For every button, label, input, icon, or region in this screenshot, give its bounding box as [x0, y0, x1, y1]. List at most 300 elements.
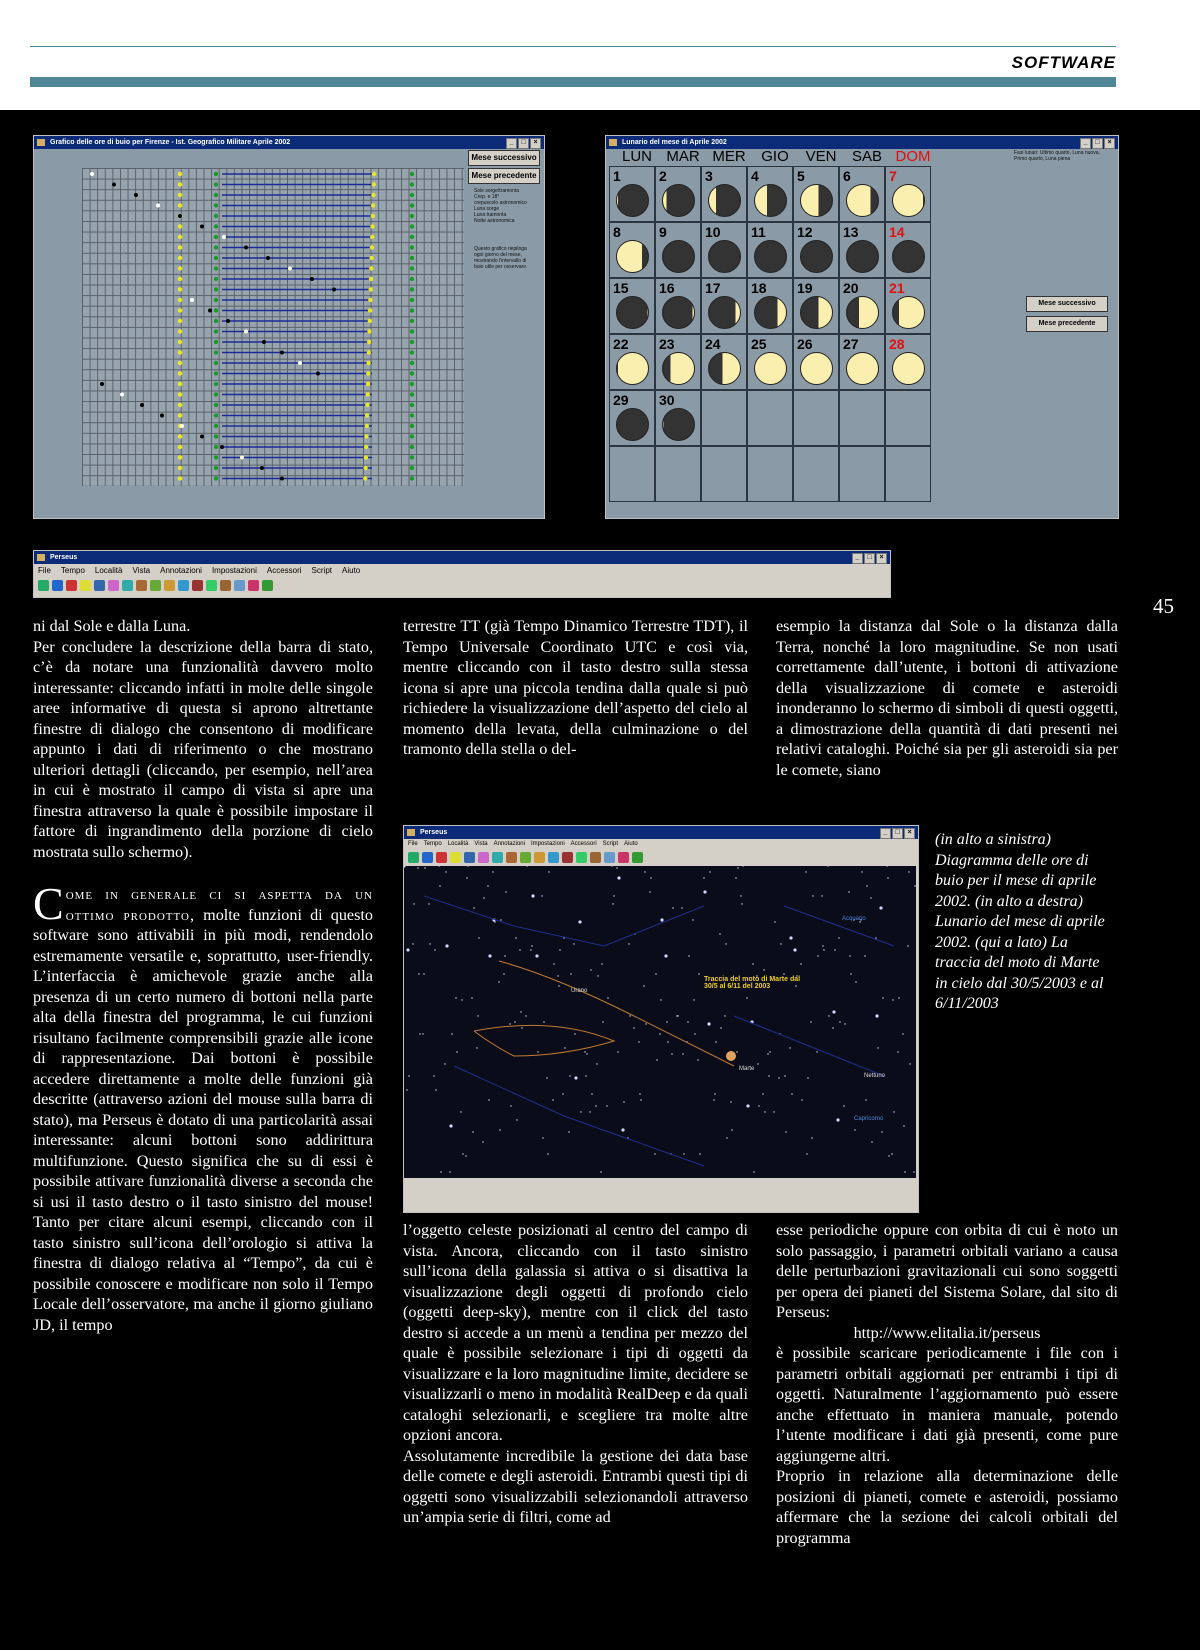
star — [866, 885, 867, 886]
twilight-marker — [410, 403, 414, 407]
toolbar-button-icon[interactable] — [164, 580, 175, 591]
twilight-marker — [178, 287, 182, 291]
twilight-marker — [370, 235, 374, 239]
star — [584, 1051, 585, 1052]
star — [449, 1124, 452, 1127]
calendar-cell — [655, 166, 701, 222]
drop-cap: C — [33, 878, 64, 929]
star — [839, 1021, 840, 1022]
calendar-cell — [839, 334, 885, 390]
paragraph-body: molte funzioni di questo software sono attivabili in più modi, rendendolo estremamente versatile e, soprattutto, user-friendly. L’interfaccia è amichevole grazie anche alla presenza di un certo numero di bottoni nella parte alta della finestra del programma, le cui funzioni risultano facilmente comprensibili grazie alle icone di rappresentazione. Dai bottoni è possibile accedere direttamente a molte delle funzioni già descritte (attraverso azioni del mouse sulla barra di stato), ma Perseus è dotato di una particolarità assai interessante: alcuni bottoni sono addirittura multifunzione. Questo significa che su di essi è possibile attivare funzionalità diverse a seconda che si usi il tasto destro o il tasto sinistro del mouse! Tanto per citare alcuni esempi, cliccando con il tasto sinistro sull’icona dell’orologio si attiva la finestra di dialogo relativa al “Tempo”, da cui è possibile conoscere e modificare non solo il Tempo Locale dell’osservatore, ma anche il giorno giuliano JD, il tempo — [33, 905, 373, 1334]
day-number: 24 — [705, 336, 721, 352]
star — [764, 1111, 765, 1112]
toolbar-button-icon[interactable] — [80, 580, 91, 591]
star — [473, 907, 474, 908]
figure-caption: (in alto a sinistra) Diagramma delle ore di buio per il mese di aprile 2002. (in alto a destra) Lunario del mese di aprile 2002. (qui a lato) La traccia del moto di Marte in cielo dal 30/5/2003 e al 6/11/2003 — [935, 831, 1105, 1012]
twilight-marker — [372, 182, 376, 186]
moon-marker — [120, 393, 124, 397]
paragraph: esempio la distanza dal Sole o la distanza dalla Terra, nonché la loro magnitudine. Se non usati correttamente dall’utente, i bottoni di attivazione della visualizzazione di comete e asteroidi inonderanno lo schermo di simboli di questi oggetti, a dimostrazione della quantità di dati presenti nei relativi cataloghi. Poiché sia per gli asteroidi sia per le comete, siano — [776, 617, 1118, 779]
day-number: 12 — [797, 224, 813, 240]
twilight-marker — [410, 329, 414, 333]
star — [709, 871, 710, 872]
menu-item[interactable]: File — [408, 841, 418, 847]
toolbar-button-icon[interactable] — [66, 580, 77, 591]
sky-menu-bar — [404, 839, 918, 850]
moon-marker — [262, 340, 266, 344]
toolbar-button-icon[interactable] — [492, 852, 503, 863]
star — [882, 997, 883, 998]
twilight-marker — [214, 476, 218, 480]
toolbar-button-icon[interactable] — [234, 580, 245, 591]
twilight-marker — [178, 455, 182, 459]
twilight-marker — [178, 413, 182, 417]
star — [698, 973, 699, 974]
legend-item: Luna sorge — [474, 206, 500, 212]
star — [515, 937, 516, 938]
twilight-marker — [410, 445, 414, 449]
star — [720, 1027, 721, 1028]
star — [793, 948, 796, 951]
star — [574, 1076, 577, 1079]
paragraph: Per concludere la descrizione della barra di stato, c’è da notare una funzionalità davvero molto interessante: cliccando infatti in molte delle singole aree informative di questa si aprono altrettante finestre di dialogo che consentono di modificare appunto i dati di riferimento o che mostrano ulteriori dettagli (cliccando, per esempio, nell’area in cui è mostrato il campo di vista si apre una finestra attraverso la quale è possibile impostare il fattore di ingrandimento della porzione di cielo mostrata sullo schermo). — [33, 637, 373, 861]
star — [595, 1105, 596, 1106]
toolbar-button-icon[interactable] — [192, 580, 203, 591]
calendar-cell — [885, 334, 931, 390]
moon-phase-icon — [892, 352, 925, 385]
star — [488, 954, 491, 957]
maximize-icon[interactable]: □ — [864, 553, 875, 564]
page-header — [0, 0, 1200, 110]
menu-item[interactable]: Tempo — [60, 566, 85, 575]
menu-item[interactable]: Script — [311, 566, 332, 575]
star — [832, 1010, 835, 1013]
star — [435, 1089, 436, 1090]
toolbar-button-icon[interactable] — [520, 852, 531, 863]
twilight-marker — [410, 319, 414, 323]
moon-marker — [200, 435, 204, 439]
twilight-marker — [364, 434, 368, 438]
toolbar-button-icon[interactable] — [534, 852, 545, 863]
calendar-cell — [747, 334, 793, 390]
star — [466, 877, 467, 878]
star — [601, 963, 602, 964]
star — [714, 1093, 715, 1094]
menu-item[interactable]: Script — [602, 841, 619, 847]
toolbar-button-icon[interactable] — [478, 852, 489, 863]
twilight-marker — [363, 466, 367, 470]
star — [719, 933, 720, 934]
twilight-marker — [410, 172, 414, 176]
twilight-marker — [178, 266, 182, 270]
menu-item[interactable]: Aiuto — [624, 841, 638, 847]
star — [434, 949, 435, 950]
moon-marker — [244, 330, 248, 334]
twilight-marker — [178, 193, 182, 197]
perseus-window — [33, 550, 891, 598]
twilight-marker — [214, 392, 218, 396]
star — [606, 1105, 607, 1106]
mars-marker — [726, 1051, 736, 1061]
star — [816, 1051, 817, 1052]
moon-marker — [180, 424, 184, 428]
star — [715, 1041, 716, 1042]
star — [774, 921, 775, 922]
maximize-icon[interactable]: □ — [1092, 138, 1103, 149]
calendar-cell — [793, 222, 839, 278]
star — [817, 955, 818, 956]
toolbar-button-icon[interactable] — [562, 852, 573, 863]
toolbar-button-icon[interactable] — [436, 852, 447, 863]
day-number: 29 — [613, 392, 629, 408]
toolbar-button-icon[interactable] — [150, 580, 161, 591]
close-icon[interactable]: × — [876, 553, 887, 564]
star — [784, 1075, 785, 1076]
close-icon[interactable]: × — [904, 828, 915, 839]
paragraph: terrestre TT (già Tempo Dinamico Terrestre TDT), il Tempo Universale Coordinato UTC e così via, mentre cliccando con il tasto destro sulla stessa icona si apre una piccola tendina dalla quale si può richiedere la visualizzazione dell’aspetto del cielo al momento della levata, della culminazione o del tramonto della stella o del- — [403, 617, 748, 758]
toolbar-button-icon[interactable] — [108, 580, 119, 591]
twilight-marker — [366, 361, 370, 365]
day-number: 11 — [751, 224, 766, 240]
prev-month-button[interactable]: Mese precedente — [468, 168, 540, 184]
star — [629, 1015, 630, 1016]
star — [854, 1129, 855, 1130]
star — [778, 1077, 779, 1078]
toolbar-button-icon[interactable] — [122, 580, 133, 591]
menu-item[interactable]: Annotazioni — [160, 566, 202, 575]
lunar-window — [605, 135, 1119, 519]
star — [694, 1033, 695, 1034]
star — [558, 985, 559, 986]
day-number: 8 — [613, 224, 621, 240]
menu-item[interactable]: Vista — [132, 566, 151, 575]
lunar-next-month-button[interactable]: Mese successivo — [1026, 296, 1108, 312]
moon-phase-icon — [754, 352, 787, 385]
label-urano: Urano — [571, 988, 588, 994]
toolbar-button-icon[interactable] — [178, 580, 189, 591]
toolbar-button-icon[interactable] — [548, 852, 559, 863]
day-number: 6 — [843, 168, 851, 184]
menu-bar — [34, 564, 890, 577]
toolbar-button-icon[interactable] — [422, 852, 433, 863]
star — [861, 871, 862, 872]
star — [768, 1075, 769, 1076]
twilight-marker — [178, 340, 182, 344]
star — [611, 866, 612, 867]
star — [823, 949, 824, 950]
toolbar-button-icon[interactable] — [38, 580, 49, 591]
star — [742, 866, 743, 867]
star — [500, 919, 501, 920]
star — [531, 894, 534, 897]
menu-item[interactable]: Annotazioni — [493, 841, 525, 847]
toolbar-button-icon[interactable] — [136, 580, 147, 591]
star — [643, 985, 644, 986]
dark-hours-titlebar — [34, 136, 544, 149]
menu-item[interactable]: File — [38, 566, 51, 575]
star — [902, 1033, 903, 1034]
calendar-cell — [839, 390, 885, 446]
toolbar-button-icon[interactable] — [590, 852, 601, 863]
star — [424, 867, 425, 868]
star — [559, 949, 560, 950]
star — [552, 1099, 553, 1100]
dark-hours-note: Questo grafico riepiloga ogni giorno del mese, mostrando l'intervallo di buio utile per osservare. — [474, 246, 528, 270]
star — [682, 1053, 683, 1054]
star — [509, 1023, 510, 1024]
lunar-prev-month-button[interactable]: Mese precedente — [1026, 316, 1108, 332]
perseus-title: Perseus — [50, 554, 78, 561]
twilight-marker — [214, 287, 218, 291]
twilight-marker — [370, 245, 374, 249]
toolbar-button-icon[interactable] — [632, 852, 643, 863]
moon-phase-icon — [708, 240, 741, 273]
sky-status-bar[interactable] — [404, 1190, 918, 1212]
calendar-cell — [701, 222, 747, 278]
star — [433, 1075, 434, 1076]
star — [834, 949, 835, 950]
toolbar-button-icon[interactable] — [408, 852, 419, 863]
day-number: 19 — [797, 280, 813, 296]
star — [805, 871, 806, 872]
toolbar-button-icon[interactable] — [506, 852, 517, 863]
twilight-marker — [214, 193, 218, 197]
star — [758, 1105, 759, 1106]
star — [607, 997, 608, 998]
star — [472, 1131, 473, 1132]
day-number: 23 — [659, 336, 675, 352]
star — [488, 1099, 489, 1100]
url[interactable]: http://www.elitalia.it/perseus — [853, 1323, 1041, 1342]
dark-hours-grid — [82, 168, 464, 486]
star — [449, 1171, 450, 1172]
twilight-marker — [371, 203, 375, 207]
constellation-line — [604, 906, 704, 946]
moon-phase-icon — [662, 296, 695, 329]
star — [699, 1153, 700, 1154]
moon-phase-icon — [616, 352, 649, 385]
star — [438, 866, 439, 867]
toolbar-button-icon[interactable] — [576, 852, 587, 863]
toolbar-button-icon[interactable] — [248, 580, 259, 591]
moon-phase-icon — [892, 184, 925, 217]
twilight-marker — [369, 287, 373, 291]
menu-item[interactable]: Tempo — [423, 841, 442, 847]
calendar-cell — [839, 278, 885, 334]
twilight-marker — [214, 403, 218, 407]
toolbar-button-icon[interactable] — [604, 852, 615, 863]
menu-item[interactable]: Aiuto — [342, 566, 361, 575]
star — [681, 907, 682, 908]
toolbar-button-icon[interactable] — [618, 852, 629, 863]
maximize-icon[interactable]: □ — [518, 138, 529, 149]
toolbar-button-icon[interactable] — [220, 580, 231, 591]
star — [875, 1014, 878, 1017]
day-number: 4 — [751, 168, 759, 184]
star — [623, 1101, 624, 1102]
minimize-icon[interactable]: _ — [506, 138, 517, 149]
app-icon — [37, 139, 45, 146]
star — [617, 876, 620, 879]
twilight-marker — [371, 193, 375, 197]
twilight-marker — [214, 434, 218, 438]
twilight-marker — [214, 256, 218, 260]
menu-item[interactable]: Accessori — [570, 841, 597, 847]
moon-marker — [160, 414, 164, 418]
twilight-marker — [410, 266, 414, 270]
twilight-marker — [410, 277, 414, 281]
moon-marker — [288, 267, 292, 271]
toolbar-button-icon[interactable] — [52, 580, 63, 591]
constellation-line — [784, 906, 894, 946]
star — [654, 1153, 655, 1154]
weekday-label: SAB — [851, 148, 882, 165]
star — [707, 1022, 710, 1025]
lunar-title: Lunario del mese di Aprile 2002 — [622, 139, 727, 146]
menu-item[interactable]: Accessori — [266, 566, 302, 575]
twilight-marker — [178, 256, 182, 260]
close-icon[interactable]: × — [530, 138, 541, 149]
star — [456, 1051, 457, 1052]
paragraph: Proprio in relazione alla determinazione delle posizioni di pianeti, comete e asteroidi, possiamo affermare che la sezione dei calcoli orbitali del programma — [776, 1467, 1118, 1547]
twilight-marker — [214, 235, 218, 239]
twilight-marker — [370, 224, 374, 228]
calendar-cell — [609, 390, 655, 446]
day-number: 10 — [705, 224, 721, 240]
weekday-label: MAR — [666, 148, 700, 165]
minimize-icon[interactable]: _ — [1080, 138, 1091, 149]
legend-item: crepuscolo astronomico — [474, 200, 527, 206]
star — [773, 1111, 774, 1112]
star — [638, 1041, 639, 1042]
menu-item[interactable]: Località — [94, 566, 123, 575]
menu-item[interactable]: Impostazioni — [211, 566, 257, 575]
toolbar-button-icon[interactable] — [94, 580, 105, 591]
article-column-2-top — [403, 616, 748, 760]
star — [419, 1033, 420, 1034]
star — [462, 1153, 463, 1154]
star — [596, 1063, 597, 1064]
star — [482, 1141, 483, 1142]
star — [423, 973, 424, 974]
day-number: 9 — [659, 224, 667, 240]
day-number: 26 — [797, 336, 813, 352]
star — [557, 975, 558, 976]
twilight-marker — [178, 203, 182, 207]
star — [870, 897, 871, 898]
star — [649, 891, 650, 892]
moon-phase-icon — [754, 240, 787, 273]
menu-item[interactable]: Impostazioni — [530, 841, 565, 847]
legend-item: Notte astronomica — [474, 218, 515, 224]
twilight-marker — [214, 245, 218, 249]
star — [735, 877, 736, 878]
twilight-marker — [372, 172, 376, 176]
twilight-marker — [365, 403, 369, 407]
minimize-icon[interactable]: _ — [852, 553, 863, 564]
star — [848, 891, 849, 892]
close-icon[interactable]: × — [1104, 138, 1115, 149]
next-month-button[interactable]: Mese successivo — [468, 150, 540, 166]
star — [413, 903, 414, 904]
moon-phase-icon — [616, 408, 649, 441]
sky-titlebar — [404, 826, 918, 839]
star — [478, 937, 479, 938]
star — [688, 955, 689, 956]
maximize-icon[interactable]: □ — [892, 828, 903, 839]
star — [769, 1051, 770, 1052]
calendar-cell — [609, 222, 655, 278]
star — [417, 867, 418, 868]
constellation-line — [564, 1116, 704, 1166]
twilight-marker — [363, 476, 367, 480]
menu-item[interactable]: Vista — [474, 841, 488, 847]
moon-marker — [208, 309, 212, 313]
star — [639, 1093, 640, 1094]
toolbar-button-icon[interactable] — [262, 580, 273, 591]
star — [568, 1131, 569, 1132]
star — [541, 895, 542, 896]
star — [725, 943, 726, 944]
star — [645, 1023, 646, 1024]
toolbar-button-icon[interactable] — [206, 580, 217, 591]
app-icon — [37, 554, 45, 561]
weekday-label: MER — [712, 148, 746, 165]
star — [460, 1111, 461, 1112]
calendar-cell — [701, 166, 747, 222]
star — [780, 943, 781, 944]
star — [418, 973, 419, 974]
weekday-label: LUN — [621, 148, 652, 165]
star — [892, 999, 893, 1000]
twilight-marker — [410, 214, 414, 218]
twilight-marker — [214, 224, 218, 228]
twilight-marker — [178, 392, 182, 396]
page-number: 45 — [1153, 594, 1174, 618]
twilight-marker — [410, 413, 414, 417]
moon-marker — [100, 382, 104, 386]
minimize-icon[interactable]: _ — [880, 828, 891, 839]
twilight-marker — [178, 224, 182, 228]
star — [640, 1099, 641, 1100]
twilight-marker — [178, 277, 182, 281]
star — [672, 907, 673, 908]
star — [535, 954, 538, 957]
twilight-marker — [178, 308, 182, 312]
sky-map[interactable] — [404, 866, 916, 1178]
moon-phase-icon — [846, 352, 879, 385]
section-title: SOFTWARE — [1011, 53, 1116, 72]
toolbar-button-icon[interactable] — [450, 852, 461, 863]
star — [471, 997, 472, 998]
twilight-marker — [214, 413, 218, 417]
star — [519, 949, 520, 950]
twilight-marker — [214, 340, 218, 344]
star — [762, 1093, 763, 1094]
menu-item[interactable]: Località — [447, 841, 469, 847]
twilight-marker — [366, 371, 370, 375]
star — [505, 891, 506, 892]
moon-phase-icon — [846, 296, 879, 329]
moon-marker — [200, 225, 204, 229]
moon-marker — [178, 214, 182, 218]
toolbar-button-icon[interactable] — [464, 852, 475, 863]
perseus-titlebar — [34, 551, 890, 564]
moon-marker — [332, 288, 336, 292]
star — [628, 943, 629, 944]
star — [844, 1023, 845, 1024]
twilight-marker — [178, 235, 182, 239]
twilight-marker — [410, 235, 414, 239]
